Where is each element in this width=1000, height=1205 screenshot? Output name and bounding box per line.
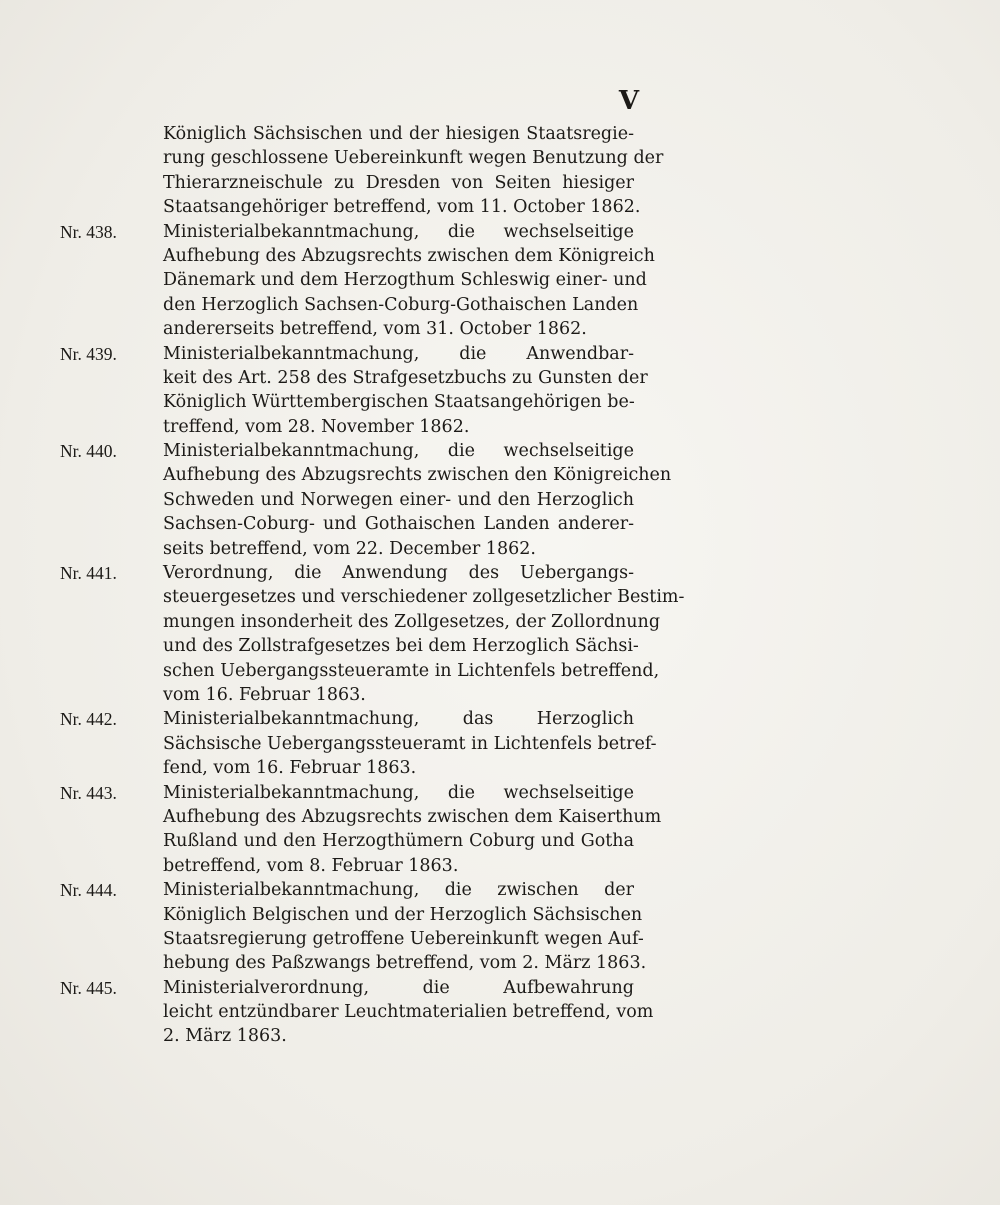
entry-line-text: und des Zollstrafgesetzes bei dem Herzoglich Sächsi- <box>163 636 639 657</box>
entry-line-text: Schweden und Norwegen einer- und den Herzoglich <box>163 489 634 510</box>
entry-line <box>60 951 647 975</box>
entry-line-text: Ministerialbekanntmachung, die zwischen der <box>163 880 634 901</box>
entry-number: Nr. 439. <box>60 343 117 364</box>
entry-line <box>60 268 647 292</box>
entry-line <box>60 585 685 609</box>
entry-line-text: den Herzoglich Sachsen-Coburg-Gothaischen Landen <box>163 294 639 315</box>
entry-line <box>60 317 634 341</box>
entry-line <box>60 659 660 683</box>
entry-number: Nr. 438. <box>60 221 117 242</box>
entry-line-text: Dänemark und dem Herzogthum Schleswig einer- und <box>163 270 647 291</box>
entry-line <box>60 463 672 487</box>
entry-line <box>60 854 634 878</box>
entry-line-text: andererseits betreffend, vom 31. October 1862. <box>163 319 587 340</box>
entry-line-text: Aufhebung des Abzugsrechts zwischen den Königreichen <box>163 465 672 486</box>
entry-line-text: Staatsregierung getroffene Uebereinkunft wegen Auf- <box>163 928 644 949</box>
entry-line-text: Staatsangehöriger betreffend, vom 11. October 1862. <box>163 197 641 218</box>
entry-line <box>60 488 634 512</box>
entry-line-text: Thierarzneischule zu Dresden von Seiten hiesiger <box>163 172 634 193</box>
entry-number: Nr. 442. <box>60 709 117 730</box>
entry-line <box>60 537 634 561</box>
entry-line <box>60 756 634 780</box>
entry-number: Nr. 443. <box>60 782 117 803</box>
entry-line-text: Ministerialbekanntmachung, die Anwendbar- <box>163 343 634 364</box>
entry-nr-440 <box>60 439 672 561</box>
entry-nr-438 <box>60 220 655 342</box>
entry-line-text: rung geschlossene Uebereinkunft wegen Benutzung der <box>163 148 664 169</box>
entry-line <box>60 195 641 219</box>
entry-line-text: Verordnung, die Anwendung des Uebergangs- <box>163 563 634 584</box>
entry-line <box>60 512 634 536</box>
entry-number: Nr. 445. <box>60 977 117 998</box>
entry-line-text: 2. März 1863. <box>163 1026 287 1047</box>
entry-line-text: Ministerialbekanntmachung, die wechselseitige <box>163 782 634 803</box>
entry-line-text: Königlich Belgischen und der Herzoglich Sächsischen <box>163 904 643 925</box>
entry-line-text: Aufhebung des Abzugsrechts zwischen dem Königreich <box>163 245 655 266</box>
entry-number: Nr. 440. <box>60 441 117 462</box>
entry-line-text: schen Uebergangssteueramte in Lichtenfels betreffend, <box>163 660 660 681</box>
entry-line <box>60 732 657 756</box>
entry-line <box>60 146 664 170</box>
entry-line <box>60 878 634 902</box>
entry-line <box>60 634 639 658</box>
entry-line-text: Ministerialbekanntmachung, das Herzoglich <box>163 709 634 730</box>
entry-line <box>60 415 634 439</box>
entry-line <box>60 829 634 853</box>
entry-line <box>60 683 634 707</box>
entry-line <box>60 927 644 951</box>
entry-nr-442 <box>60 707 657 780</box>
entry-number: Nr. 441. <box>60 563 117 584</box>
entry-line <box>60 976 634 1000</box>
entry-number: Nr. 444. <box>60 880 117 901</box>
entry-line-text: treffend, vom 28. November 1862. <box>163 416 470 437</box>
entry-line <box>60 122 634 146</box>
entry-line <box>60 244 655 268</box>
entry-line <box>60 903 643 927</box>
entry-line-text: Königlich Sächsischen und der hiesigen Staatsregie- <box>163 124 634 144</box>
entry-nr-441 <box>60 561 685 707</box>
entry-line-text: Sachsen-Coburg- und Gothaischen Landen anderer- <box>163 514 634 535</box>
entry-line <box>60 390 634 414</box>
entry-line <box>60 707 634 731</box>
entry-line-text: Sächsische Uebergangssteueramt in Lichtenfels betref- <box>163 733 657 754</box>
entry-line-text: mungen insonderheit des Zollgesetzes, der Zollordnung <box>163 611 661 632</box>
entry-nr-439 <box>60 342 648 440</box>
entry-line-text: Rußland und den Herzogthümern Coburg und Gotha <box>163 831 634 852</box>
entry-line-text: Aufhebung des Abzugsrechts zwischen dem Kaiserthum <box>163 806 662 827</box>
entry-line-text: keit des Art. 258 des Strafgesetzbuchs zu Gunsten der <box>163 367 648 388</box>
entry-line <box>60 171 634 195</box>
entry-line-text: Königlich Württembergischen Staatsangehörigen be- <box>163 392 635 413</box>
page-number: V <box>618 86 640 116</box>
entry-nr-444 <box>60 878 647 976</box>
entry-line-text: hebung des Paßzwangs betreffend, vom 2. März 1863. <box>163 953 647 974</box>
entry-line <box>60 439 634 463</box>
entry-line-text: leicht entzündbarer Leuchtmaterialien betreffend, vom <box>163 1002 654 1023</box>
entry-line <box>60 1024 634 1048</box>
entry-line <box>60 781 634 805</box>
entry-line-text: betreffend, vom 8. Februar 1863. <box>163 855 459 876</box>
entry-nr-445 <box>60 976 654 1049</box>
entry-line-text: Ministerialbekanntmachung, die wechselseitige <box>163 441 634 462</box>
entry-line-text: Ministerialverordnung, die Aufbewahrung <box>163 977 634 998</box>
entry-line <box>60 805 662 829</box>
entry-nr-443 <box>60 781 662 879</box>
entry-line-text: vom 16. Februar 1863. <box>163 684 366 705</box>
entry-line <box>60 293 639 317</box>
entry-line <box>60 610 661 634</box>
entry-line <box>60 342 634 366</box>
entry-line-text: seits betreffend, vom 22. December 1862. <box>163 538 536 559</box>
entry-line-text: fend, vom 16. Februar 1863. <box>163 758 417 779</box>
entry-line <box>60 220 634 244</box>
entry-continued <box>60 122 664 220</box>
entry-line-text: Ministerialbekanntmachung, die wechselseitige <box>163 221 634 242</box>
entry-line-text: steuergesetzes und verschiedener zollgesetzlicher Bestim- <box>163 587 685 608</box>
entry-list <box>60 122 685 1049</box>
entry-line <box>60 1000 654 1024</box>
entry-line <box>60 366 648 390</box>
entry-line <box>60 561 634 585</box>
